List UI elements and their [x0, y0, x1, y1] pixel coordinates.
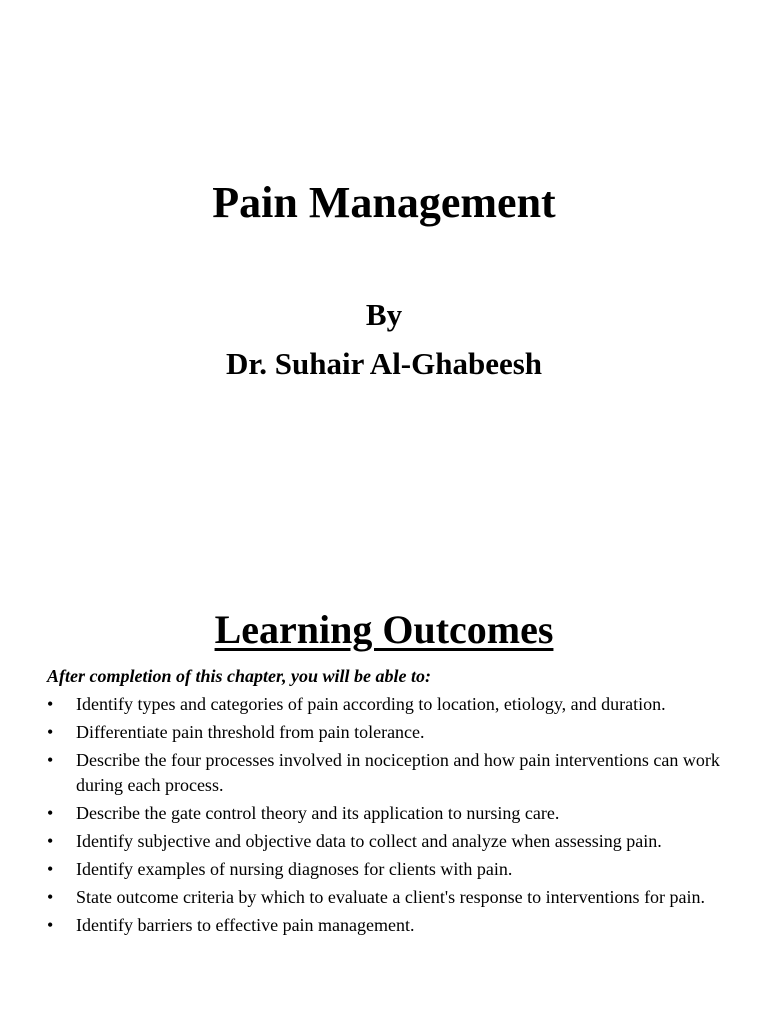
- list-item: [47, 748, 727, 798]
- outcome-text: Describe the gate control theory and its application to nursing care.: [76, 803, 560, 823]
- learning-outcomes-slide: [0, 576, 768, 1024]
- bullet-icon: •: [47, 722, 54, 742]
- outcomes-intro: After completion of this chapter, you will be able to:: [47, 666, 431, 686]
- list-item: [47, 829, 727, 854]
- bullet-icon: •: [47, 694, 54, 714]
- bullet-icon: •: [47, 859, 54, 879]
- outcomes-list: [47, 692, 727, 941]
- bullet-icon: •: [47, 750, 54, 770]
- outcome-text: Identify types and categories of pain according to location, etiology, and duration.: [76, 694, 666, 714]
- document-title: Pain Management: [212, 178, 556, 227]
- bullet-icon: •: [47, 803, 54, 823]
- byline-label: By: [365, 297, 403, 332]
- bullet-icon: •: [47, 887, 54, 907]
- outcome-text: Identify barriers to effective pain management.: [76, 915, 415, 935]
- outcome-text: Identify examples of nursing diagnoses for clients with pain.: [76, 859, 513, 879]
- outcome-text: Describe the four processes involved in nociception and how pain interventions can work during each process.: [76, 750, 720, 795]
- list-item: [47, 885, 727, 910]
- outcome-text: Differentiate pain threshold from pain tolerance.: [76, 722, 425, 742]
- list-item: [47, 801, 727, 826]
- list-item: [47, 857, 727, 882]
- author-name: Dr. Suhair Al-Ghabeesh: [225, 346, 543, 381]
- bullet-icon: •: [47, 831, 54, 851]
- outcome-text: State outcome criteria by which to evaluate a client's response to interventions for pain.: [76, 887, 706, 907]
- list-item: [47, 913, 727, 938]
- bullet-icon: •: [47, 915, 54, 935]
- learning-outcomes-heading: Learning Outcomes: [214, 607, 554, 652]
- list-item: [47, 720, 727, 745]
- outcome-text: Identify subjective and objective data to collect and analyze when assessing pain.: [76, 831, 662, 851]
- list-item: [47, 692, 727, 717]
